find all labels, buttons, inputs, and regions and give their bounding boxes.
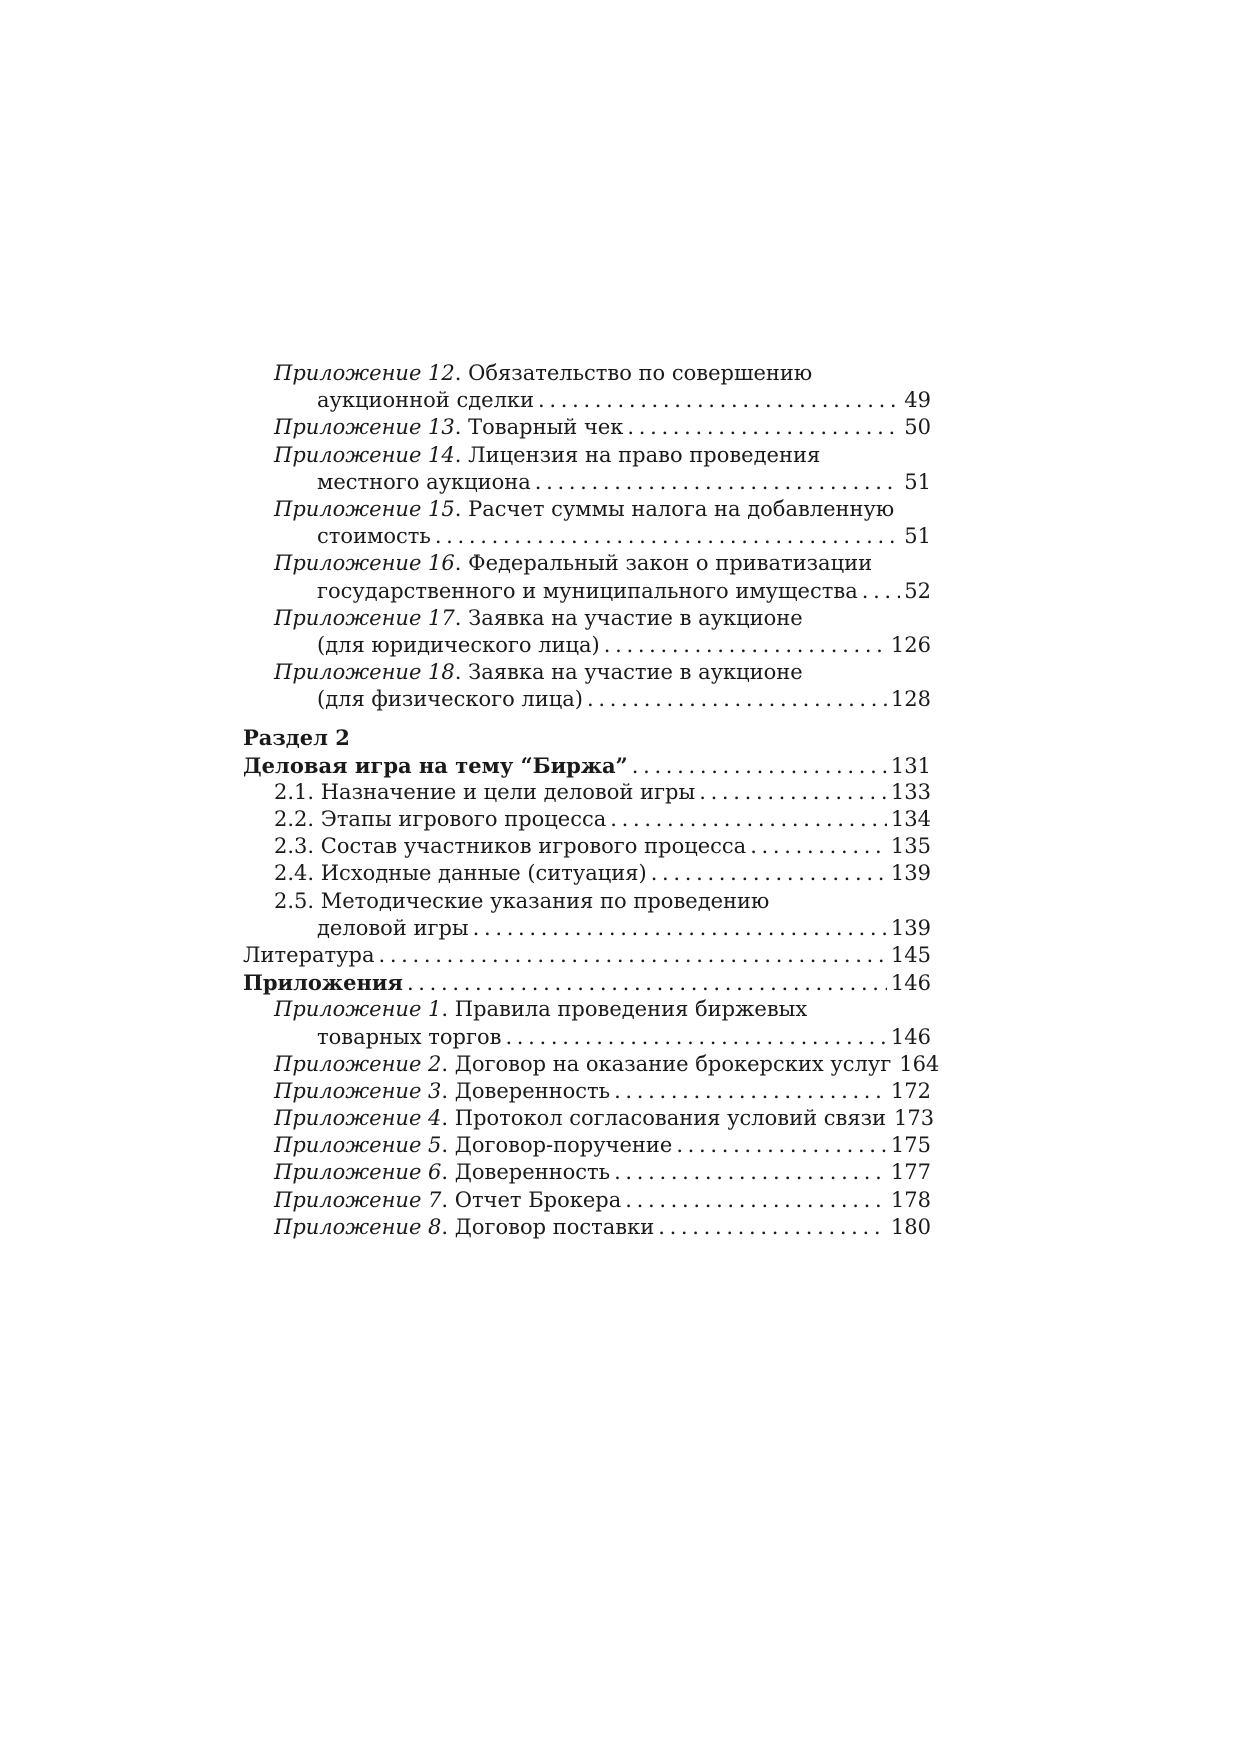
dot-leader [535, 469, 901, 496]
toc-title: Федеральный закон о приватизации [468, 551, 873, 576]
toc-entry-p2[interactable]: Приложение 2 . Договор на оказание брокерских услуг 164 [243, 1051, 931, 1078]
dot-leader [435, 523, 900, 550]
dot-leader [473, 915, 887, 942]
toc-prefix: Приложение 13 [274, 415, 455, 440]
toc-title: 2.4. Исходные данные (ситуация) [274, 861, 647, 886]
toc-entry-literatura[interactable] [243, 942, 931, 969]
toc-page: 172 [890, 1078, 931, 1103]
toc-page: 164 [899, 1051, 940, 1076]
dot-leader [632, 753, 887, 780]
toc-title: Доверенность [454, 1160, 611, 1185]
toc-title-cont: аукционной сделки [317, 388, 535, 413]
toc-prefix: Приложение 8 [274, 1214, 442, 1239]
toc-title: Расчет суммы налога на добавленную [468, 496, 895, 521]
toc-title: Приложения [243, 970, 403, 996]
toc-prefix: Приложение 18 [274, 660, 455, 685]
toc-title: Отчет Брокера [454, 1187, 622, 1212]
toc-entry-s23[interactable] [243, 833, 931, 860]
table-of-contents [243, 360, 940, 1241]
toc-title-cont: деловой игры [317, 915, 469, 940]
toc-entry-pril16[interactable]: Приложение 16 . Федеральный закон о приватизации [243, 550, 931, 577]
toc-entry-s25[interactable] [243, 888, 931, 915]
toc-page: 175 [890, 1133, 931, 1158]
toc-page: 51 [904, 524, 931, 549]
toc-title: Договор на оказание брокерских услуг [454, 1051, 892, 1076]
toc-title: Договор-поручение [454, 1133, 673, 1158]
dot-leader [378, 942, 886, 969]
toc-title: Правила проведения биржевых [454, 997, 808, 1022]
toc-title: Литература [243, 942, 375, 967]
toc-entry-pril12[interactable]: Приложение 12 . Обязательство по совершению [243, 360, 931, 387]
toc-title-cont: товарных торгов [317, 1024, 502, 1049]
toc-entry-p6[interactable]: Приложение 6 . Доверенность . . . 177 [243, 1159, 931, 1186]
toc-page: 51 [904, 469, 931, 494]
toc-entry-cont[interactable] [243, 915, 931, 942]
toc-title-cont: (для физического лица) [317, 687, 583, 712]
toc-title: Лицензия на право проведения [468, 442, 821, 467]
toc-page: 139 [890, 915, 931, 940]
toc-page: 50 [904, 415, 931, 440]
toc-entry-pril13[interactable]: Приложение 13 . Товарный чек . . . 50 [243, 414, 931, 441]
toc-entry-cont[interactable] [243, 523, 931, 550]
toc-title: 2.1. Назначение и цели деловой игры [274, 779, 696, 804]
toc-entry-s21[interactable] [243, 779, 931, 806]
toc-title: 2.2. Этапы игрового процесса [274, 807, 607, 831]
toc-prefix: Приложение 3 [274, 1078, 442, 1103]
toc-entry-p1[interactable]: Приложение 1 . Правила проведения биржевых [243, 996, 931, 1023]
section-title: Деловая игра на тему “Биржа” [243, 752, 628, 778]
toc-entry-p3[interactable]: Приложение 3 . Доверенность . . . 172 [243, 1078, 931, 1105]
dot-leader [862, 578, 901, 605]
toc-prefix: Приложение 4 [274, 1106, 442, 1131]
toc-entry-s22[interactable] [243, 806, 931, 833]
toc-title: Протокол согласования условий связи [454, 1106, 887, 1131]
toc-prefix: Приложение 1 [274, 997, 442, 1022]
dot-leader [604, 632, 887, 659]
toc-title-cont: государственного и муниципального имущества [317, 578, 858, 603]
dot-leader [625, 1187, 887, 1214]
toc-title: Заявка на участие в аукционе [468, 660, 803, 685]
dot-leader [699, 779, 887, 806]
dot-leader [651, 860, 887, 887]
toc-title: Заявка на участие в аукционе [468, 605, 803, 630]
dot-leader [610, 806, 887, 833]
toc-prefix: Приложение 15 [274, 496, 455, 521]
toc-page: 128 [890, 687, 931, 712]
toc-title-cont: (для юридического лица) [317, 632, 600, 657]
toc-title: 2.3. Состав участников игрового процесса [274, 834, 747, 859]
toc-page: 49 [904, 388, 931, 413]
toc-prefix: Приложение 5 [274, 1133, 442, 1158]
toc-page: 139 [890, 861, 931, 886]
toc-entry-cont[interactable] [243, 469, 931, 496]
toc-prefix: Приложение 7 [274, 1187, 442, 1212]
toc-page: 133 [890, 779, 931, 804]
toc-page: 146 [890, 971, 931, 996]
toc-prefix: Приложение 12 [274, 361, 455, 385]
toc-title: Товарный чек [468, 415, 624, 440]
dot-leader [538, 387, 900, 414]
dot-leader [587, 686, 887, 713]
toc-entry-pril17[interactable]: Приложение 17 . Заявка на участие в аукционе [243, 605, 931, 632]
toc-page: 52 [904, 578, 931, 603]
toc-prefix: Приложение 16 [274, 551, 455, 576]
toc-entry-p8[interactable]: Приложение 8 . Договор поставки . . . 180 [243, 1214, 931, 1241]
toc-title: 2.5. Методические указания по проведению [274, 888, 770, 913]
dot-leader [658, 1214, 887, 1241]
toc-page: 146 [890, 1024, 931, 1049]
section-label-text: Раздел 2 [243, 725, 350, 751]
toc-page: 134 [890, 807, 931, 831]
toc-title-cont: местного аукциона [317, 469, 531, 494]
dot-leader [627, 414, 900, 441]
toc-page: 135 [890, 834, 931, 859]
dot-leader [750, 833, 887, 860]
toc-title: Обязательство по совершению [468, 361, 813, 385]
section-label [243, 724, 931, 751]
toc-page: 178 [890, 1187, 931, 1212]
toc-page: 126 [890, 632, 931, 657]
toc-page: 131 [890, 753, 931, 778]
toc-title-cont: стоимость [317, 524, 431, 549]
toc-entry-cont[interactable] [243, 578, 931, 605]
dot-leader [407, 970, 887, 997]
dot-leader [614, 1078, 887, 1105]
toc-entry-p5[interactable]: Приложение 5 . Договор-поручение . . . 175 [243, 1132, 931, 1159]
toc-page: 145 [890, 942, 931, 967]
dot-leader [614, 1159, 887, 1186]
toc-prefix: Приложение 14 [274, 442, 455, 467]
dot-leader [505, 1024, 886, 1051]
toc-prefix: Приложение 17 [274, 605, 455, 630]
dot-leader [676, 1132, 887, 1159]
toc-title: Договор поставки [454, 1214, 655, 1239]
toc-entry-section2[interactable] [243, 752, 931, 779]
toc-entry-pril18[interactable]: Приложение 18 . Заявка на участие в аукционе [243, 659, 931, 686]
toc-entry-cont[interactable] [243, 686, 931, 713]
toc-title: Доверенность [454, 1078, 611, 1103]
toc-entry-cont[interactable] [243, 1024, 931, 1051]
toc-entry-cont[interactable] [243, 632, 931, 659]
toc-page: 173 [894, 1106, 935, 1131]
toc-entry-prilozheniya[interactable] [243, 969, 931, 996]
toc-prefix: Приложение 6 [274, 1160, 442, 1185]
toc-entry-cont[interactable] [243, 387, 931, 414]
toc-page: 180 [890, 1214, 931, 1239]
toc-entry-pril15[interactable]: Приложение 15 . Расчет суммы налога на добавленную [243, 496, 931, 523]
toc-entry-pril14[interactable]: Приложение 14 . Лицензия на право проведения [243, 442, 931, 469]
toc-prefix: Приложение 2 [274, 1051, 442, 1076]
toc-entry-s24[interactable] [243, 860, 931, 887]
toc-page: 177 [890, 1160, 931, 1185]
toc-entry-p7[interactable]: Приложение 7 . Отчет Брокера . . . 178 [243, 1187, 931, 1214]
toc-entry-p4[interactable]: Приложение 4 . Протокол согласования условий связи 173 [243, 1105, 931, 1132]
